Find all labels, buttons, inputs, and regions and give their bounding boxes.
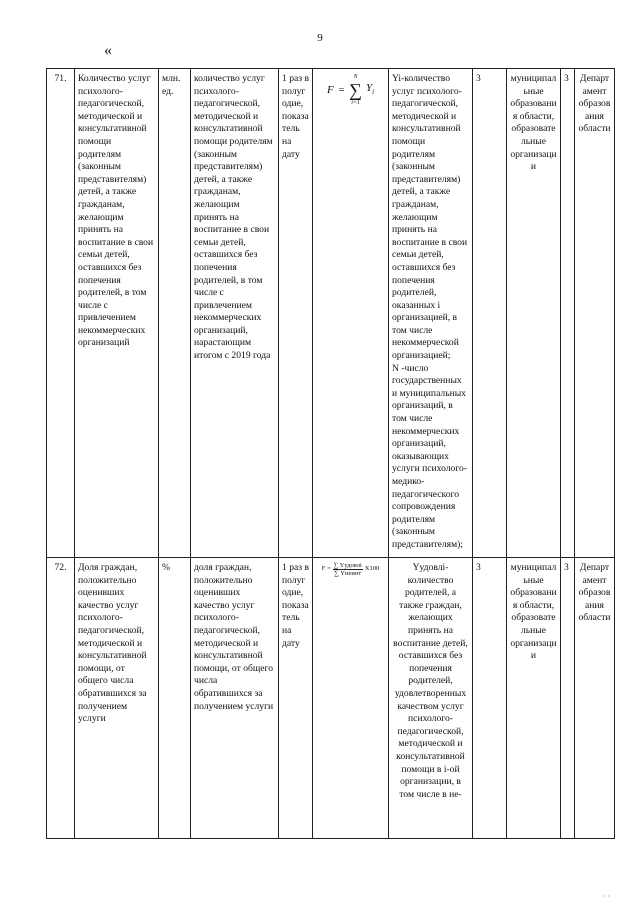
indicator-definition: доля граждан, положительно оценивших качество услуг психолого-педагогической, методической и консультативной помощи, от общего числа обратившихся за получением услуги xyxy=(191,558,279,839)
formula-explanation: Yi-количество услуг психолого-педагогической, методической и консультативной помощи родителям (законным представителям) детей, а также гражданам, желающим принять на воспитание в свои семьи детей, оставшихся без попечения родителей, оказанных i организацией, в том числе некоммерческой организацией; N -число государственных и муниципальных организаций, в том числе некоммерческих организаций, оказывающих услуги психолого-медико-педагогического сопровождения родителям (законным представителям); xyxy=(389,69,473,558)
method-code: 3 xyxy=(473,558,507,839)
indicators-table xyxy=(46,68,615,839)
formula-explanation: Yудовлi-количество родителей, а также граждан, желающих принять на воспитание детей, оставшихся без попечения родителей, удовлетворенных качеством услуг психолого-педагогической, методической и консультативной помощи в i-ой организации, в том числе в не- xyxy=(389,558,473,839)
periodicity: 1 раз в полугодие, показатель на дату xyxy=(279,558,313,839)
indicator-name: Количество услуг психолого-педагогической, методической и консультативной помощи родителям (законным представителям) детей, а также гражданам, желающим принять на воспитание в свои семьи детей, оставшихся без попечения родителей, в том числе с привлечением некоммерческих организаций xyxy=(75,69,159,558)
source-code: 3 xyxy=(561,558,575,839)
scan-artifact: · · xyxy=(602,892,610,901)
indicator-definition: количество услуг психолого-педагогической, методической и консультативной помощи родителям (законным представителям) детей, а также гражданам, желающим принять на воспитание в свои семьи детей, оставшихся без попечения родителей, в том числе с привлечением некоммерческих организаций, нарастающим итогом с 2019 года xyxy=(191,69,279,558)
calculation-formula xyxy=(313,69,389,558)
page-number: 9 xyxy=(317,32,323,44)
calculation-formula xyxy=(313,558,389,839)
responsible-bodies: муниципальные образования области, образовательные организации xyxy=(507,69,561,558)
indicator-name: Доля граждан, положительно оценивших качество услуг психолого-педагогической, методической и консультативной помощи, от общего числа обратившихся за получением услуги xyxy=(75,558,159,839)
opening-quote-mark: « xyxy=(104,42,112,59)
method-code: 3 xyxy=(473,69,507,558)
table-row xyxy=(47,558,615,839)
ratio-formula: F = $\frac{\text{∑ Yудовлi}}{\text{∑ Yнеинт}}$ X100 xyxy=(321,562,380,577)
responsible-department: Департамент образования области xyxy=(575,69,615,558)
responsible-bodies: муниципальные образования области, образовательные организации xyxy=(507,558,561,839)
sigma-symbol: N ∑ i=1 xyxy=(349,74,362,106)
sum-formula: F = N ∑ i=1 $Y_i$ xyxy=(326,74,375,106)
row-number: 72. xyxy=(47,558,75,839)
source-code: 3 xyxy=(561,69,575,558)
unit-of-measure: % xyxy=(159,558,191,839)
responsible-department: Департамент образования области xyxy=(575,558,615,839)
periodicity: 1 раз в полугодие, показатель на дату xyxy=(279,69,313,558)
table-row xyxy=(47,69,615,558)
unit-of-measure: млн. ед. xyxy=(159,69,191,558)
fraction: $\frac{\text{∑ Yудовлi}}{\text{∑ Yнеинт}}$ xyxy=(333,562,362,577)
row-number: 71. xyxy=(47,69,75,558)
